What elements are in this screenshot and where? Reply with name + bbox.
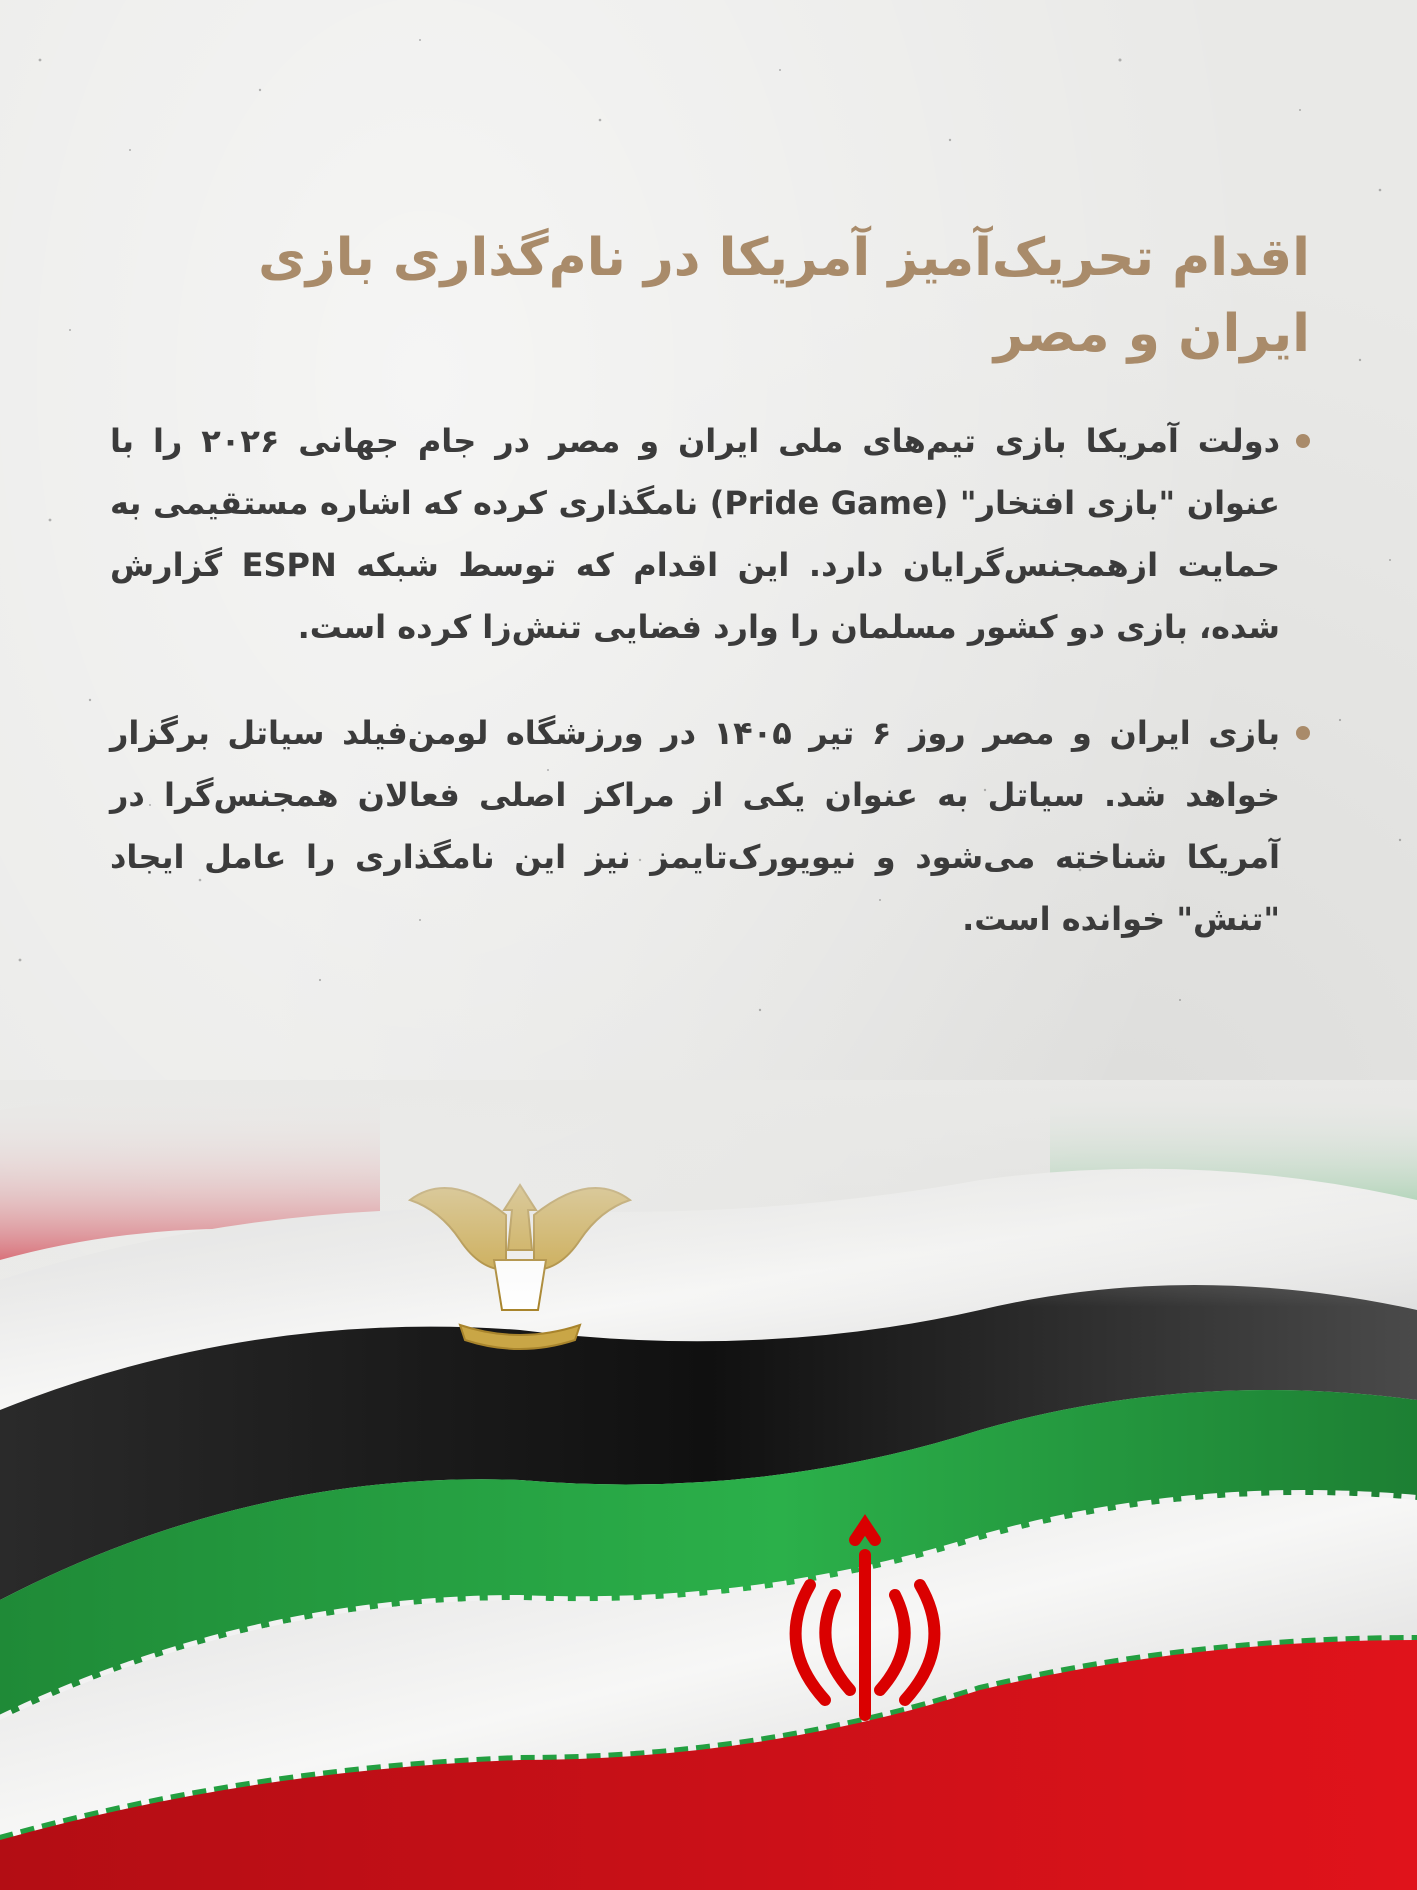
article-content: [110, 220, 1310, 994]
waving-flags-illustration: [0, 1080, 1417, 1890]
bullet-item: [110, 410, 1310, 658]
bullet-item: [110, 702, 1310, 950]
bullet-dot-icon: [1296, 726, 1310, 740]
bullet-text: دولت آمریکا بازی تیم‌های ملی ایران و مصر در جام جهانی ۲۰۲۶ را با عنوان "بازی افتخار" (Pride Game) نامگذاری کرده که اشاره مستقیمی به حمایت ازهمجنس‌گرایان دارد. این اقدام که توسط شبکه ESPN گزارش شده، بازی دو کشور مسلمان را وارد فضایی تنش‌زا کرده است.: [110, 422, 1281, 646]
bullet-text: بازی ایران و مصر روز ۶ تیر ۱۴۰۵ در ورزشگاه لومن‌فیلد سیاتل برگزار خواهد شد. سیاتل به عنوان یکی از مراکز اصلی فعالان همجنس‌گرا در آمریکا شناخته می‌شود و نیویورک‌تایمز نیز این نامگذاری را عامل ایجاد "تنش" خوانده است.: [110, 714, 1281, 938]
bullet-dot-icon: [1296, 434, 1310, 448]
bullet-list: [110, 410, 1310, 950]
headline: اقدام تحریک‌آمیز آمریکا در نام‌گذاری بازی ایران و مصر: [258, 228, 1310, 364]
